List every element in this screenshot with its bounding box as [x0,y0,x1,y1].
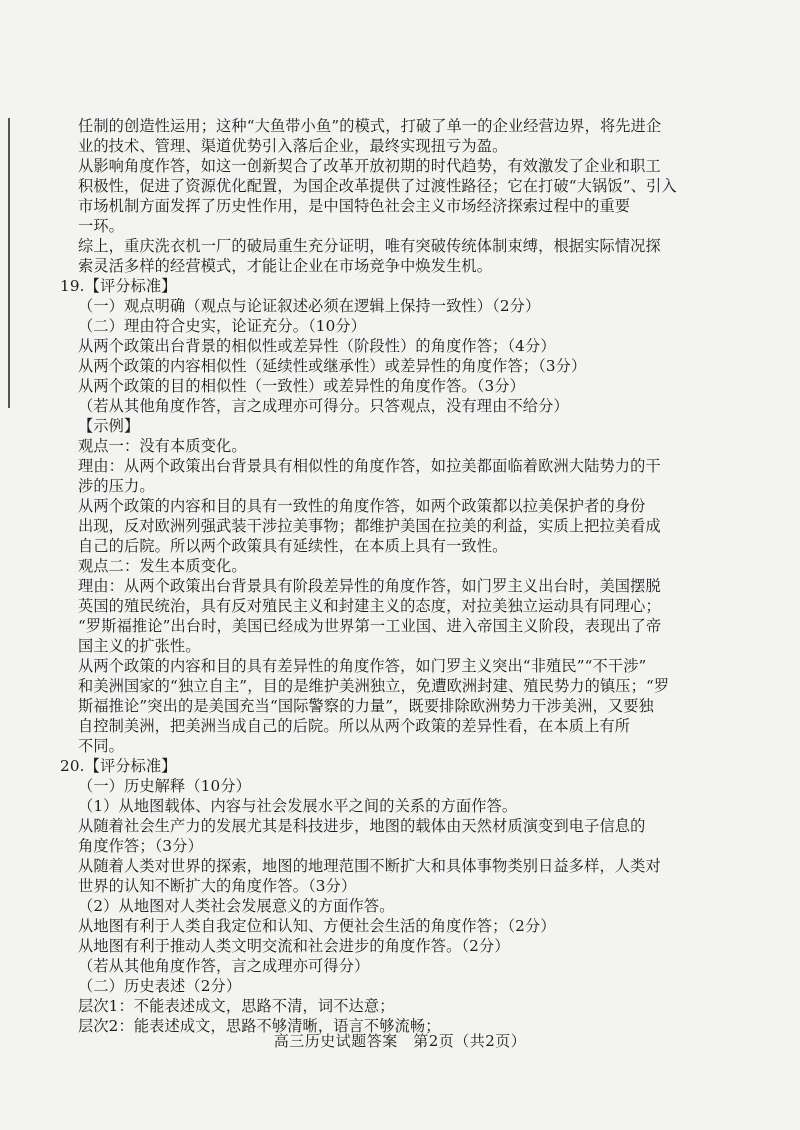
text-line: 从影响角度作答，如这一创新契合了改革开放初期的时代趋势，有效激发了企业和职工 [78,157,661,175]
text-line: 从两个政策的内容和目的具有差异性的角度作答，如门罗主义突出“非殖民”“不干涉” [78,657,647,675]
text-line: 从两个政策出台背景的相似性或差异性（阶段性）的角度作答；（4分） [78,337,556,355]
text-line: 业的技术、管理、渠道优势引入落后企业，最终实现扭亏为盈。 [78,137,508,155]
text-line: 角度作答；（3分） [78,837,203,855]
text-line: “罗斯福推论”出台时，美国已经成为世界第一工业国、进入帝国主义阶段，表现出了帝 [78,617,662,635]
text-line: 自己的后院。所以两个政策具有延续性，在本质上具有一致性。 [78,537,508,555]
page-footer: 高三历史试题答案 第2页（共2页） [273,1032,527,1050]
text-line: 斯福推论”突出的是美国充当“国际警察的力量”，既要排除欧洲势力干涉美洲，又要独 [78,697,654,715]
text-line: 理由：从两个政策出台背景具有相似性的角度作答，如拉美都面临着欧洲大陆势力的干 [78,457,661,475]
text-line: 观点二：发生本质变化。 [78,557,247,575]
text-line: （二）历史表述（2分） [78,977,242,995]
text-line: 观点一：没有本质变化。 [78,437,247,455]
text-line: （二）理由符合史实，论证充分。（10分） [78,317,367,335]
text-line: （一）观点明确（观点与论证叙述必须在逻辑上保持一致性）（2分） [78,297,541,315]
text-line: 和美洲国家的“独立自主”，目的是维护美洲独立，免遭欧洲封建、殖民势力的镇压；“罗 [78,677,670,695]
text-line: 市场机制方面发挥了历史性作用，是中国特色社会主义市场经济探索过程中的重要 [78,197,631,215]
text-line: （一）历史解释（10分） [78,777,252,795]
text-line: 从两个政策的目的相似性（一致性）或差异性的角度作答。（3分） [78,377,526,395]
text-line: 自控制美洲，把美洲当成自己的后院。所以从两个政策的差异性看，在本质上有所 [78,717,631,735]
margin-rule [8,118,10,408]
question-heading-19: 19.【评分标准】 [60,277,177,295]
text-line: 层次1：不能表述成文，思路不清，词不达意； [78,997,395,1015]
text-line: 涉的压力。 [78,477,155,495]
text-line: 世界的认知不断扩大的角度作答。（3分） [78,877,357,895]
example-heading: 【示例】 [78,417,140,435]
text-line: （1）从地图载体、内容与社会发展水平之间的关系的方面作答。 [78,797,518,815]
text-line: 索灵活多样的经营模式，才能让企业在市场竞争中焕发生机。 [78,257,493,275]
text-line: 从随着社会生产力的发展尤其是科技进步，地图的载体由天然材质演变到电子信息的 [78,817,646,835]
text-line: 任制的创造性运用；这种“大鱼带小鱼”的模式，打破了单一的企业经营边界，将先进企 [78,117,662,135]
text-line: 积极性，促进了资源优化配置，为国企改革提供了过渡性路径；它在打破“大锅饭”、引入 [78,177,677,195]
text-line: 一环。 [78,217,125,235]
text-line: （若从其他角度作答，言之成理亦可得分。只答观点，没有理由不给分） [78,397,569,415]
text-line: 从两个政策的内容和目的具有一致性的角度作答，如两个政策都以拉美保护者的身份 [78,497,646,515]
text-line: 出现，反对欧洲列强武装干涉拉美事物；都维护美国在拉美的利益，实质上把拉美看成 [78,517,661,535]
text-line: 综上，重庆洗衣机一厂的破局重生充分证明，唯有突破传统体制束缚，根据实际情况探 [78,237,661,255]
text-line: 从地图有利于人类自我定位和认知、方便社会生活的角度作答；（2分） [78,917,556,935]
text-line: 层次2：能表述成文，思路不够清晰，语言不够流畅； [78,1017,441,1035]
question-heading-20: 20.【评分标准】 [60,757,177,775]
text-line: 从地图有利于推动人类文明交流和社会进步的角度作答。（2分） [78,937,510,955]
text-line: 理由：从两个政策出台背景具有阶段差异性的角度作答，如门罗主义出台时，美国摆脱 [78,577,661,595]
text-line: 从两个政策的内容相似性（延续性或继承性）或差异性的角度作答；（3分） [78,357,587,375]
text-line: 英国的殖民统治，具有反对殖民主义和封建主义的态度，对拉美独立运动具有同理心； [78,597,661,615]
text-line: （若从其他角度作答，言之成理亦可得分） [78,957,370,975]
text-line: 不同。 [78,737,125,755]
text-line: 从随着人类对世界的探索，地图的地理范围不断扩大和具体事物类别日益多样，人类对 [78,857,661,875]
text-line: （2）从地图对人类社会发展意义的方面作答。 [78,897,395,915]
text-line: 国主义的扩张性。 [78,637,201,655]
